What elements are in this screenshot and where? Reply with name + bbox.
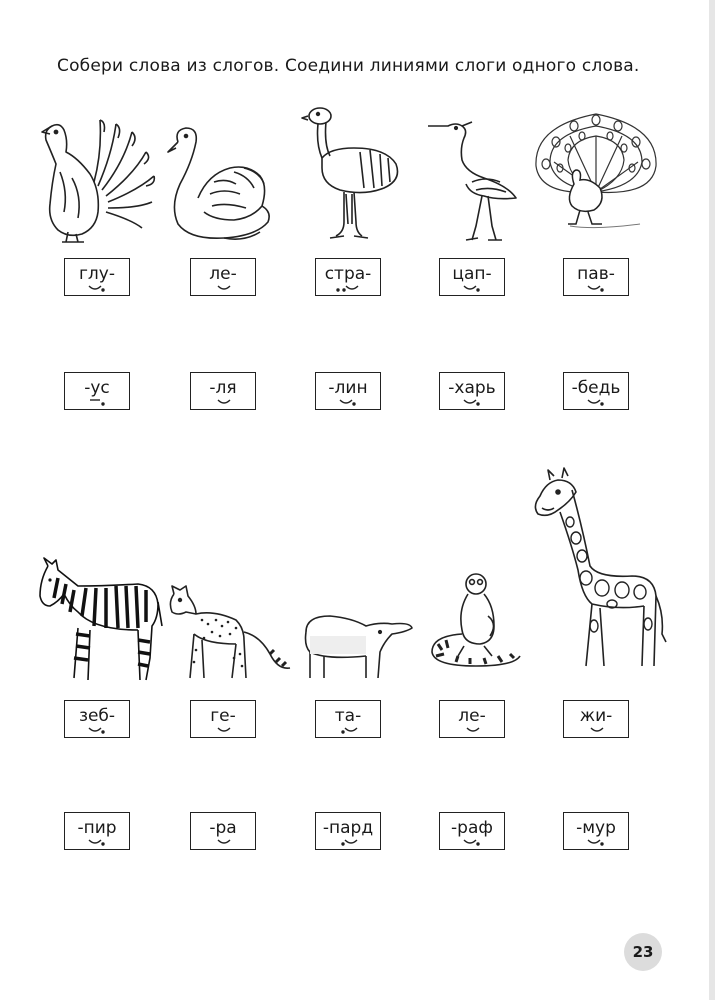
- heron-illustration: [426, 116, 522, 244]
- syllable-marks: [440, 373, 506, 411]
- syllable-marks: [65, 373, 131, 411]
- syllable-box-top[interactable]: [64, 700, 130, 738]
- syllable-text: -ра: [209, 818, 237, 838]
- tapir-illustration: [296, 612, 414, 684]
- syllable-box-top[interactable]: [563, 700, 629, 738]
- syllable-text: зеб-: [78, 706, 116, 726]
- syllable-box-bottom[interactable]: [439, 812, 505, 850]
- syllable-marks: [564, 373, 630, 411]
- syllable-box-top[interactable]: [439, 700, 505, 738]
- peacock-illustration: [530, 106, 662, 238]
- lemur-illustration: [428, 570, 524, 670]
- syllable-marks: [440, 701, 506, 739]
- syllable-marks: [65, 701, 131, 739]
- syllable-marks: [564, 259, 630, 297]
- syllable-text: -пир: [77, 818, 117, 838]
- cheetah-illustration: [166, 584, 294, 684]
- capercaillie-illustration: [38, 112, 158, 244]
- syllable-text: -ля: [209, 378, 237, 398]
- syllable-marks: [564, 701, 630, 739]
- syllable-box-top[interactable]: [563, 258, 629, 296]
- page-edge-shadow: [709, 0, 715, 1000]
- syllable-marks: [65, 259, 131, 297]
- giraffe-illustration: [528, 466, 668, 672]
- syllable-marks: [440, 813, 506, 851]
- syllable-text: стра-: [324, 264, 372, 284]
- syllable-text: жи-: [579, 706, 613, 726]
- syllable-text: та-: [334, 706, 362, 726]
- syllable-box-bottom[interactable]: [563, 812, 629, 850]
- syllable-text: цап-: [452, 264, 492, 284]
- syllable-text: ле-: [458, 706, 486, 726]
- syllable-text: -мур: [576, 818, 616, 838]
- syllable-box-top[interactable]: [315, 258, 381, 296]
- syllable-marks: [316, 373, 382, 411]
- swan-illustration: [164, 122, 276, 244]
- zebra-illustration: [34, 556, 162, 686]
- instruction-text: Собери слова из слогов. Соедини линиями слоги одного слова.: [57, 56, 640, 76]
- syllable-text: -ус: [84, 378, 110, 398]
- syllable-marks: [65, 813, 131, 851]
- syllable-marks: [191, 813, 257, 851]
- syllable-box-bottom[interactable]: [190, 812, 256, 850]
- syllable-marks: [191, 701, 257, 739]
- syllable-box-bottom[interactable]: [64, 812, 130, 850]
- syllable-marks: [316, 813, 382, 851]
- syllable-text: -раф: [451, 818, 493, 838]
- syllable-text: глу-: [79, 264, 115, 284]
- syllable-text: -пард: [322, 818, 374, 838]
- syllable-text: -лин: [328, 378, 368, 398]
- syllable-box-top[interactable]: [439, 258, 505, 296]
- page-number: 23: [624, 933, 662, 971]
- ostrich-illustration: [300, 104, 404, 244]
- syllable-text: пав-: [577, 264, 615, 284]
- syllable-text: -бедь: [571, 378, 621, 398]
- syllable-marks: [191, 373, 257, 411]
- syllable-marks: [316, 701, 382, 739]
- syllable-box-bottom[interactable]: [315, 812, 381, 850]
- syllable-marks: [564, 813, 630, 851]
- syllable-box-top[interactable]: [190, 258, 256, 296]
- syllable-box-bottom[interactable]: [190, 372, 256, 410]
- syllable-box-top[interactable]: [190, 700, 256, 738]
- syllable-marks: [440, 259, 506, 297]
- syllable-text: -харь: [448, 378, 496, 398]
- syllable-box-bottom[interactable]: [439, 372, 505, 410]
- syllable-marks: [316, 259, 382, 297]
- syllable-marks: [191, 259, 257, 297]
- syllable-box-bottom[interactable]: [64, 372, 130, 410]
- syllable-box-top[interactable]: [315, 700, 381, 738]
- syllable-box-top[interactable]: [64, 258, 130, 296]
- syllable-box-bottom[interactable]: [563, 372, 629, 410]
- syllable-text: ге-: [210, 706, 236, 726]
- syllable-box-bottom[interactable]: [315, 372, 381, 410]
- syllable-text: ле-: [209, 264, 237, 284]
